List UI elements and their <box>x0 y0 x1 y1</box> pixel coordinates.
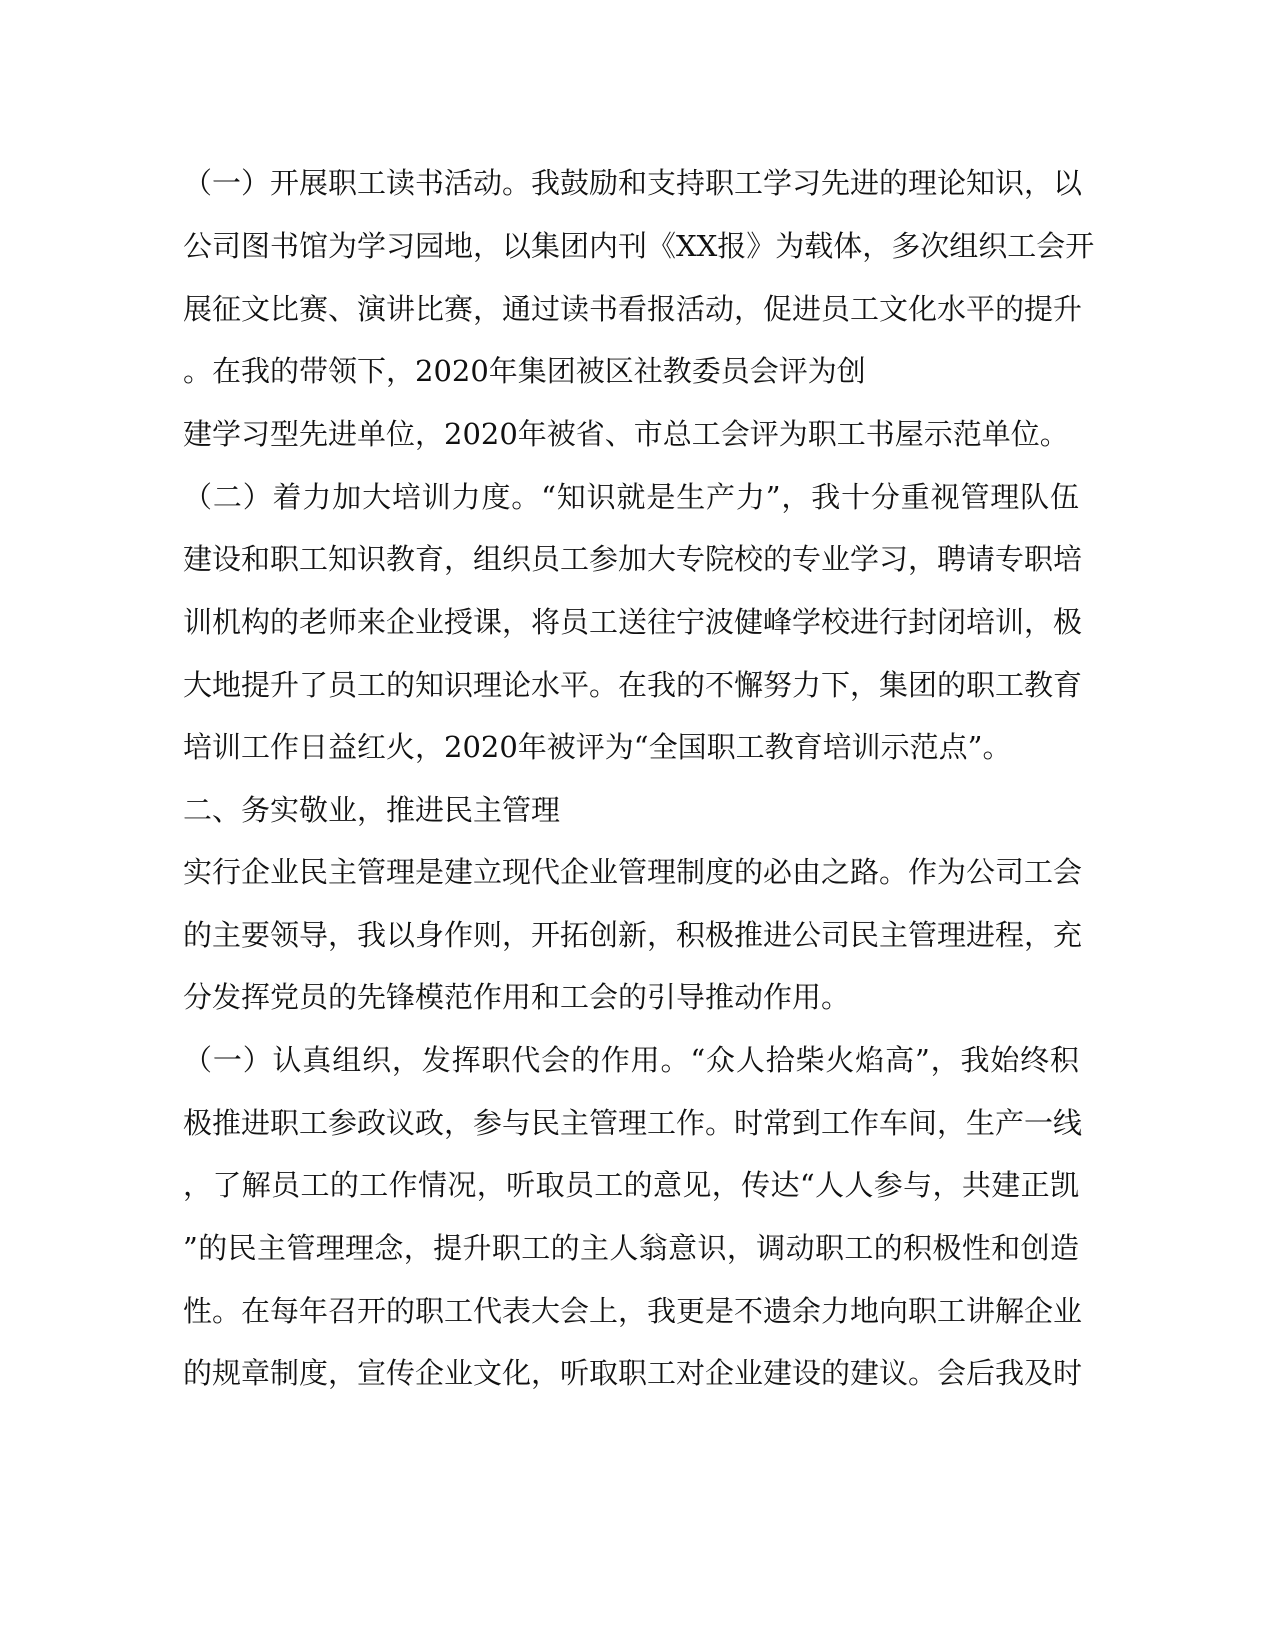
text-line: 。在我的带领下，2020年集团被区社教委员会评为创 <box>183 354 866 388</box>
text-line: 实行企业民主管理是建立现代企业管理制度的必由之路。作为公司工会 <box>183 855 1083 889</box>
text-line: 公司图书馆为学习园地，以集团内刊《XX报》为载体，多次组织工会开 <box>183 229 1095 263</box>
text-line: ，了解员工的工作情况，听取员工的意见，传达“人人参与，共建正凯 <box>183 1168 1079 1202</box>
section-heading: 二、务实敬业，推进民主管理 <box>183 793 561 827</box>
text-line: （一）认真组织，发挥职代会的作用。“众人拾柴火焰高”，我始终积 <box>183 1043 1079 1077</box>
text-line: 分发挥党员的先锋模范作用和工会的引导推动作用。 <box>183 980 851 1014</box>
text-line: 极推进职工参政议政，参与民主管理工作。时常到工作车间，生产一线 <box>183 1106 1083 1140</box>
text-line: 建设和职工知识教育，组织员工参加大专院校的专业学习，聘请专职培 <box>183 542 1083 576</box>
text-line: 的规章制度，宣传企业文化，听取职工对企业建设的建议。会后我及时 <box>183 1356 1083 1390</box>
text-line: （一）开展职工读书活动。我鼓励和支持职工学习先进的理论知识，以 <box>183 166 1083 200</box>
text-line: （二）着力加大培训力度。“知识就是生产力”，我十分重视管理队伍 <box>183 480 1079 514</box>
text-line: ”的民主管理理念，提升职工的主人翁意识，调动职工的积极性和创造 <box>183 1231 1079 1265</box>
text-line: 的主要领导，我以身作则，开拓创新，积极推进公司民主管理进程，充 <box>183 918 1083 952</box>
text-line: 大地提升了员工的知识理论水平。在我的不懈努力下，集团的职工教育 <box>183 668 1083 702</box>
text-line: 训机构的老师来企业授课，将员工送往宁波健峰学校进行封闭培训，极 <box>183 605 1083 639</box>
text-line: 培训工作日益红火，2020年被评为“全国职工教育培训示范点”。 <box>183 730 1012 764</box>
text-line: 建学习型先进单位，2020年被省、市总工会评为职工书屋示范单位。 <box>183 417 1069 451</box>
text-line: 展征文比赛、演讲比赛，通过读书看报活动，促进员工文化水平的提升 <box>183 292 1083 326</box>
text-line: 性。在每年召开的职工代表大会上，我更是不遗余力地向职工讲解企业 <box>183 1294 1083 1328</box>
